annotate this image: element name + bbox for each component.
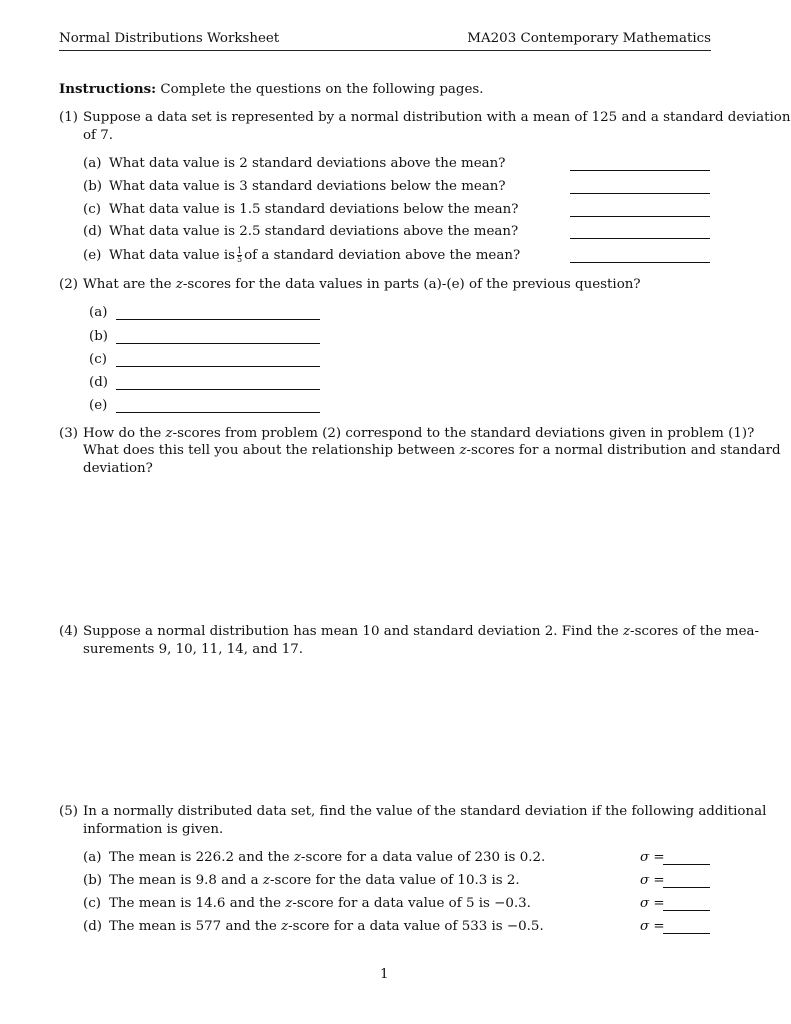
sigma-symbol: σ =: [640, 850, 665, 865]
q5-part-post: -score for a data value of 5 is −0.3.: [292, 896, 531, 911]
page-header: [59, 31, 711, 46]
q5-part-label: (c): [83, 896, 101, 911]
q3-l1-post: -scores from problem (2) correspond to the standard deviations given in problem (1)?: [172, 426, 755, 441]
sigma-label: [640, 919, 665, 934]
q1-part-e: [83, 247, 520, 264]
sigma-label: [640, 873, 665, 888]
z-variable: z: [262, 873, 270, 888]
header-divider: [59, 50, 711, 51]
q5-line1: [59, 804, 766, 819]
q1-part-text: What data value is 2 standard deviations above the mean?: [109, 156, 506, 171]
q5-part-post: -score for a data value of 533 is −0.5.: [288, 919, 544, 934]
instructions-text: Complete the questions on the following pages.: [160, 82, 484, 97]
q5a-answer-blank[interactable]: [663, 854, 710, 865]
q5-part: [83, 919, 544, 934]
q5-number: (5): [59, 804, 78, 819]
q1-number: (1): [59, 110, 78, 125]
q1a-answer-blank[interactable]: [570, 160, 710, 171]
q2c-answer-blank[interactable]: [116, 356, 320, 367]
q5-part-pre: The mean is 577 and the: [109, 919, 277, 934]
q5-part-post: -score for a data value of 230 is 0.2.: [300, 850, 546, 865]
sigma-symbol: σ =: [640, 919, 665, 934]
q3-line3: deviation?: [83, 461, 153, 476]
q3-l1-pre: How do the: [83, 426, 162, 441]
q1-text-line2: of 7.: [83, 128, 114, 143]
q1c-answer-blank[interactable]: [570, 206, 710, 217]
q2-part-label: (e): [89, 398, 108, 413]
q5b-answer-blank[interactable]: [663, 877, 710, 888]
q3-l2-post: -scores for a normal distribution and standard: [466, 443, 781, 458]
q4-l1-post: -scores of the mea-: [630, 624, 760, 639]
q1d-answer-blank[interactable]: [570, 228, 710, 239]
fraction-numerator: 1: [236, 246, 243, 255]
q1-part-label: (c): [83, 202, 101, 217]
q5-part-pre: The mean is 226.2 and the: [109, 850, 290, 865]
instructions-label: Instructions:: [59, 81, 157, 97]
q1-part: [83, 156, 505, 171]
q2-part-label: (d): [89, 375, 109, 390]
one-fifth-fraction: [237, 247, 242, 264]
q2b-answer-blank[interactable]: [116, 333, 320, 344]
q1-part-text: What data value is 2.5 standard deviations above the mean?: [109, 224, 519, 239]
fraction-denominator: 5: [236, 255, 243, 264]
z-variable: z: [459, 443, 467, 458]
q4-line2: surements 9, 10, 11, 14, and 17.: [83, 642, 303, 657]
q5-part-label: (d): [83, 919, 103, 934]
q4-number: (4): [59, 624, 78, 639]
q5-part-pre: The mean is 9.8 and a: [109, 873, 259, 888]
q5-part-label: (a): [83, 850, 102, 865]
q3-line1: [59, 426, 754, 441]
q4-l1-pre: Suppose a normal distribution has mean 10 and standard deviation 2. Find the: [83, 624, 619, 639]
header-course: MA203 Contemporary Mathematics: [467, 31, 711, 46]
q1-part-text: What data value is 3 standard deviations below the mean?: [109, 179, 506, 194]
q1e-text-pre: What data value is: [109, 248, 235, 263]
q2-part-label: (c): [89, 352, 107, 367]
q1-part: [83, 224, 518, 239]
q3-line2: [83, 443, 781, 458]
z-variable: z: [175, 277, 183, 292]
z-variable: z: [293, 850, 301, 865]
q1-part: [83, 179, 506, 194]
sigma-label: [640, 896, 665, 911]
q2d-answer-blank[interactable]: [116, 379, 320, 390]
q5d-answer-blank[interactable]: [663, 923, 710, 934]
q1-part-label: (e): [83, 248, 102, 263]
q1e-text-post: of a standard deviation above the mean?: [244, 248, 521, 263]
q2-number: (2): [59, 277, 78, 292]
q1-part-label: (d): [83, 224, 103, 239]
sigma-label: [640, 850, 665, 865]
q3-l2-pre: What does this tell you about the relationship between: [83, 443, 456, 458]
q5-part: [83, 896, 531, 911]
q1-line1: [59, 110, 790, 125]
q4-line1: [59, 624, 759, 639]
q5-part-pre: The mean is 14.6 and the: [109, 896, 282, 911]
q1e-answer-blank[interactable]: [570, 252, 710, 263]
sigma-symbol: σ =: [640, 896, 665, 911]
q2e-answer-blank[interactable]: [116, 402, 320, 413]
header-title: Normal Distributions Worksheet: [59, 31, 280, 46]
q5-part-post: -score for the data value of 10.3 is 2.: [269, 873, 520, 888]
q2-part-label: (a): [89, 305, 108, 320]
q2a-answer-blank[interactable]: [116, 309, 320, 320]
q2-text-post: -scores for the data values in parts (a)-(e) of the previous question?: [182, 277, 641, 292]
q5c-answer-blank[interactable]: [663, 900, 710, 911]
q1-part: [83, 202, 518, 217]
q1-part-text: What data value is 1.5 standard deviations below the mean?: [109, 202, 519, 217]
q2-line: [59, 277, 641, 292]
z-variable: z: [165, 426, 173, 441]
q1-part-label: (b): [83, 179, 103, 194]
z-variable: z: [622, 624, 631, 639]
sigma-symbol: σ =: [640, 873, 665, 888]
q1-text-line1: Suppose a data set is represented by a normal distribution with a mean of 125 and a standard deviation: [83, 110, 791, 125]
z-variable: z: [285, 896, 293, 911]
instructions: [59, 81, 484, 97]
q5-text-line1: In a normally distributed data set, find the value of the standard deviation if the following additional: [83, 804, 767, 819]
page-number: 1: [380, 967, 389, 982]
q5-part: [83, 850, 545, 865]
q3-number: (3): [59, 426, 78, 441]
q2-part-label: (b): [89, 329, 109, 344]
q1-part-label: (a): [83, 156, 102, 171]
q1b-answer-blank[interactable]: [570, 183, 710, 194]
q5-text-line2: information is given.: [83, 822, 224, 837]
q5-part-label: (b): [83, 873, 103, 888]
q2-text-pre: What are the: [83, 277, 172, 292]
q5-part: [83, 873, 520, 888]
z-variable: z: [281, 919, 289, 934]
